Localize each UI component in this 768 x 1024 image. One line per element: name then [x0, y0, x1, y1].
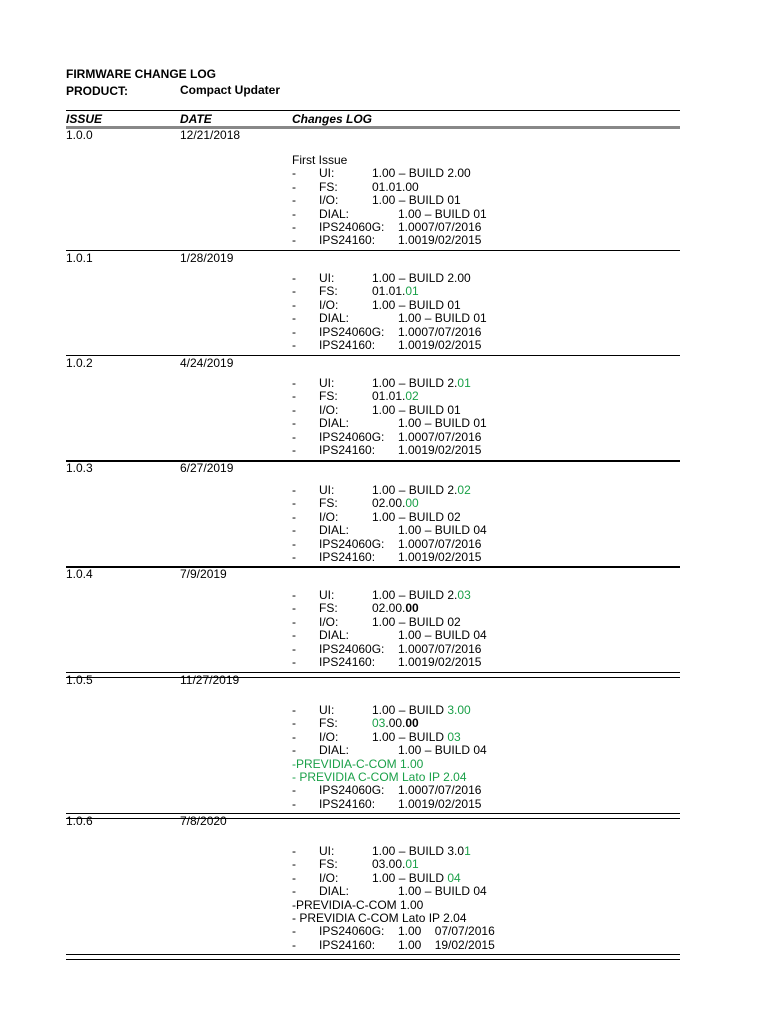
log-value-bold: 00 [405, 601, 419, 616]
log-dash: - [292, 924, 296, 939]
entry-date: 4/24/2019 [180, 356, 234, 370]
log-value-text: 1.00 – BUILD 3.0 [372, 844, 465, 858]
log-value-text: 1.0019/02/2015 [398, 443, 482, 457]
log-key: IPS24060G: [319, 641, 385, 656]
log-key: I/O: [319, 193, 339, 208]
log-key: DIAL: [319, 206, 350, 221]
log-dash: - [292, 311, 296, 326]
log-value-text: 1.0019/02/2015 [398, 655, 482, 669]
log-value-text: 1.00 – BUILD 01 [372, 402, 461, 417]
log-dash: - [292, 523, 296, 538]
header-rule [66, 126, 680, 129]
log-key: IPS24160: [319, 443, 376, 457]
log-dash: - [292, 206, 296, 221]
log-value-text: 1.00 – BUILD 2. [372, 588, 458, 602]
log-value [398, 221, 481, 234]
log-value-text: 1.00 – BUILD 01 [372, 193, 461, 208]
log-value [372, 858, 419, 871]
log-value [372, 194, 461, 207]
log-value-text: 1.0007/07/2016 [398, 220, 482, 234]
log-dash: - [292, 179, 296, 194]
log-key: UI: [319, 588, 335, 602]
log-key: DIAL: [319, 743, 350, 758]
log-value [398, 939, 495, 952]
header-changes-log: Changes LOG [292, 112, 373, 126]
row-separator [66, 954, 680, 960]
log-value [372, 704, 471, 717]
row-separator [66, 250, 680, 251]
log-dash: - [292, 857, 296, 872]
log-dash: - [292, 509, 296, 524]
log-line [292, 285, 672, 299]
log-line-text: - PREVIDIA C-COM Lato IP 2.04 [292, 911, 467, 925]
log-key: UI: [319, 703, 335, 717]
log-key: FS: [319, 601, 338, 616]
log-value-text: 1.00 – BUILD 02 [372, 509, 461, 524]
log-line [292, 390, 672, 404]
log-value-highlight: 00 [405, 496, 419, 511]
log-key: IPS24160: [319, 796, 376, 811]
log-dash: - [292, 870, 296, 885]
entry-issue: 1.0.3 [66, 461, 93, 475]
log-dash: - [292, 297, 296, 312]
entry-issue: 1.0.2 [66, 356, 93, 370]
log-dash: - [292, 233, 296, 248]
log-value-text: 1.00 – BUILD 04 [398, 743, 487, 758]
log-value-highlight: 1 [464, 844, 471, 858]
log-value-text: 1.0019/02/2015 [398, 550, 482, 564]
doc-title: FIRMWARE CHANGE LOG [66, 67, 216, 81]
log-key: I/O: [319, 870, 339, 885]
row-separator [66, 813, 680, 819]
log-key: FS: [319, 716, 338, 731]
log-value-highlight: 02 [405, 389, 419, 404]
log-value-text: 1.0007/07/2016 [398, 783, 482, 798]
entry-issue: 1.0.1 [66, 251, 93, 265]
row-separator [66, 672, 680, 678]
log-value [398, 208, 487, 221]
log-key: IPS24160: [319, 233, 376, 248]
log-value [372, 285, 419, 298]
row-separator [66, 460, 680, 462]
log-dash: - [292, 429, 296, 444]
log-value [372, 390, 419, 403]
log-value-text: 1.0019/02/2015 [398, 796, 482, 811]
log-value [372, 872, 461, 885]
entry-date: 11/27/2019 [180, 673, 240, 687]
entry-issue: 1.0.6 [66, 814, 93, 828]
log-value-text: 1.00 – BUILD [372, 729, 448, 744]
table-header [66, 110, 680, 127]
log-key: I/O: [319, 509, 339, 524]
log-value [372, 616, 461, 629]
entry-issue: 1.0.0 [66, 128, 93, 142]
log-value [372, 731, 461, 744]
log-value-text: 1.00 – BUILD 01 [398, 416, 487, 431]
entry-issue: 1.0.5 [66, 673, 93, 687]
log-value-text: 1.0019/02/2015 [398, 233, 482, 248]
log-value [372, 299, 461, 312]
log-dash: - [292, 376, 296, 390]
log-value-text: 03.00. [372, 857, 406, 872]
log-value [398, 656, 481, 669]
log-key: DIAL: [319, 311, 350, 326]
log-key: UI: [319, 483, 335, 497]
log-dash: - [292, 284, 296, 299]
log-dash: - [292, 338, 296, 352]
log-line [292, 181, 672, 195]
log-value-text: 01.01. [372, 284, 406, 299]
log-key: I/O: [319, 297, 339, 312]
log-dash: - [292, 844, 296, 858]
log-value-highlight: 3.00 [447, 703, 471, 717]
product-value: Compact Updater [180, 83, 281, 97]
log-key: FS: [319, 179, 338, 194]
log-value [398, 444, 481, 457]
row-separator [66, 355, 680, 356]
log-value [398, 339, 481, 352]
log-value [398, 629, 487, 642]
log-value-highlight: 01 [405, 284, 419, 299]
log-dash: - [292, 389, 296, 404]
log-dash: - [292, 588, 296, 602]
log-value-text: 1.00 – BUILD 02 [372, 614, 461, 629]
log-value-text: 1.00 – BUILD 01 [398, 206, 487, 221]
log-value-text: 1.00 – BUILD 2. [372, 376, 458, 390]
log-line-text: - PREVIDIA C-COM Lato IP 2.04 [292, 770, 467, 784]
log-dash: - [292, 601, 296, 616]
log-dash: - [292, 496, 296, 511]
log-value [372, 484, 471, 497]
log-key: IPS24060G: [319, 429, 385, 444]
log-value-text: 1.0007/07/2016 [398, 536, 482, 551]
log-dash: - [292, 416, 296, 431]
log-key: IPS24160: [319, 550, 376, 564]
log-value-text: 1.0007/07/2016 [398, 429, 482, 444]
log-value [398, 234, 481, 247]
log-key: FS: [319, 857, 338, 872]
log-value-highlight: 03 [457, 588, 471, 602]
log-value [398, 643, 481, 656]
log-dash: - [292, 550, 296, 564]
log-dash: - [292, 193, 296, 208]
log-dash: - [292, 402, 296, 417]
log-value-text: 1.00 07/07/2016 [398, 924, 495, 939]
log-key: UI: [319, 166, 335, 181]
log-value [372, 511, 461, 524]
log-line [292, 656, 672, 670]
log-value-text: 02.00. [372, 601, 406, 616]
log-value-text: 1.0019/02/2015 [398, 338, 482, 352]
log-value-highlight: 01 [457, 376, 471, 390]
log-value-text: 01.01. [372, 389, 406, 404]
log-value [398, 551, 481, 564]
log-dash: - [292, 641, 296, 656]
log-value [372, 497, 419, 510]
row-separator [66, 566, 680, 568]
log-line-text: -PREVIDIA-C-COM 1.00 [292, 756, 424, 771]
log-line [292, 602, 672, 616]
log-key: IPS24160: [319, 655, 376, 669]
entry-date: 1/28/2019 [180, 251, 234, 265]
log-value-text: .00. [385, 716, 406, 731]
log-value-text: 1.00 – BUILD 01 [398, 311, 487, 326]
log-line [292, 798, 672, 812]
log-key: UI: [319, 376, 335, 390]
log-value-highlight: 04 [447, 870, 461, 885]
log-value [372, 717, 419, 730]
log-key: IPS24060G: [319, 536, 385, 551]
log-key: IPS24060G: [319, 783, 385, 798]
log-value [398, 744, 487, 757]
log-key: DIAL: [319, 523, 350, 538]
log-value-text: 02.00. [372, 496, 406, 511]
log-line [292, 234, 672, 248]
log-dash: - [292, 324, 296, 339]
log-value [398, 885, 487, 898]
log-value-highlight: 03 [372, 716, 386, 731]
log-line [292, 484, 672, 498]
log-key: DIAL: [319, 884, 350, 899]
log-value [398, 417, 487, 430]
log-dash: - [292, 729, 296, 744]
log-value-text: 01.01.00 [372, 179, 419, 194]
log-line [292, 717, 672, 731]
log-dash: - [292, 884, 296, 899]
header-date: DATE [180, 112, 212, 126]
log-dash: - [292, 937, 296, 952]
log-key: DIAL: [319, 628, 350, 643]
log-key: I/O: [319, 729, 339, 744]
log-key: IPS24060G: [319, 220, 385, 234]
log-value [398, 431, 481, 444]
log-dash: - [292, 536, 296, 551]
log-value [398, 538, 481, 551]
log-dash: - [292, 614, 296, 629]
product-label: PRODUCT: [66, 84, 128, 98]
log-value-text: 1.0007/07/2016 [398, 641, 482, 656]
log-line [292, 845, 672, 859]
entry-note: First Issue [292, 153, 348, 167]
log-value [372, 602, 419, 615]
log-value-text: 1.00 – BUILD 2.00 [372, 271, 471, 285]
entry-date: 12/21/2018 [180, 128, 241, 142]
entry-date: 7/8/2020 [180, 814, 227, 828]
log-line [292, 551, 672, 565]
log-dash: - [292, 271, 296, 285]
log-value-text: 1.00 – BUILD 04 [398, 884, 487, 899]
log-line [292, 444, 672, 458]
log-value-text: 1.00 – BUILD 04 [398, 628, 487, 643]
log-line [292, 167, 672, 181]
log-value-text: 1.00 – BUILD [372, 870, 448, 885]
log-dash: - [292, 628, 296, 643]
log-key: IPS24160: [319, 338, 376, 352]
log-key: UI: [319, 271, 335, 285]
entry-issue: 1.0.4 [66, 567, 93, 581]
log-line [292, 858, 672, 872]
log-value-text: 1.0007/07/2016 [398, 324, 482, 339]
log-value-text: 1.00 – BUILD 04 [398, 523, 487, 538]
entry-date: 6/27/2019 [180, 461, 234, 475]
log-value [398, 925, 495, 938]
log-value [398, 312, 487, 325]
log-line [292, 704, 672, 718]
log-value [372, 181, 419, 194]
log-key: I/O: [319, 402, 339, 417]
log-value [372, 167, 471, 180]
log-key: UI: [319, 844, 335, 858]
log-dash: - [292, 796, 296, 811]
log-key: IPS24060G: [319, 924, 385, 939]
log-value-text: 1.00 – BUILD 2.00 [372, 166, 471, 181]
entry-date: 7/9/2019 [180, 567, 227, 581]
log-dash: - [292, 783, 296, 798]
log-dash: - [292, 703, 296, 717]
log-key: IPS24060G: [319, 324, 385, 339]
log-value [398, 524, 487, 537]
log-value [372, 272, 471, 285]
log-value [398, 784, 481, 797]
log-value [398, 326, 481, 339]
log-key: I/O: [319, 614, 339, 629]
log-dash: - [292, 220, 296, 234]
log-dash: - [292, 716, 296, 731]
log-value-highlight: 01 [405, 857, 419, 872]
log-value [372, 377, 471, 390]
log-key: IPS24160: [319, 937, 376, 952]
header-issue: ISSUE [66, 112, 103, 126]
log-line [292, 377, 672, 391]
log-line [292, 339, 672, 353]
log-value-text: 1.00 – BUILD 2. [372, 483, 458, 497]
log-value [372, 589, 471, 602]
log-value-highlight: 02 [457, 483, 471, 497]
log-dash: - [292, 483, 296, 497]
log-value [372, 845, 471, 858]
log-line [292, 272, 672, 286]
log-value-text: 1.00 19/02/2015 [398, 937, 495, 952]
log-dash: - [292, 166, 296, 181]
log-key: FS: [319, 284, 338, 299]
log-key: FS: [319, 389, 338, 404]
log-dash: - [292, 443, 296, 457]
log-value-highlight: 03 [447, 729, 461, 744]
log-value-bold: 00 [405, 716, 419, 731]
log-line [292, 497, 672, 511]
log-line [292, 939, 672, 953]
log-value [398, 798, 481, 811]
log-line [292, 589, 672, 603]
log-value [372, 404, 461, 417]
log-dash: - [292, 655, 296, 669]
log-line-text: -PREVIDIA-C-COM 1.00 [292, 897, 424, 912]
log-value-text: 1.00 – BUILD [372, 703, 448, 717]
log-key: FS: [319, 496, 338, 511]
log-value-text: 1.00 – BUILD 01 [372, 297, 461, 312]
log-key: DIAL: [319, 416, 350, 431]
log-dash: - [292, 743, 296, 758]
